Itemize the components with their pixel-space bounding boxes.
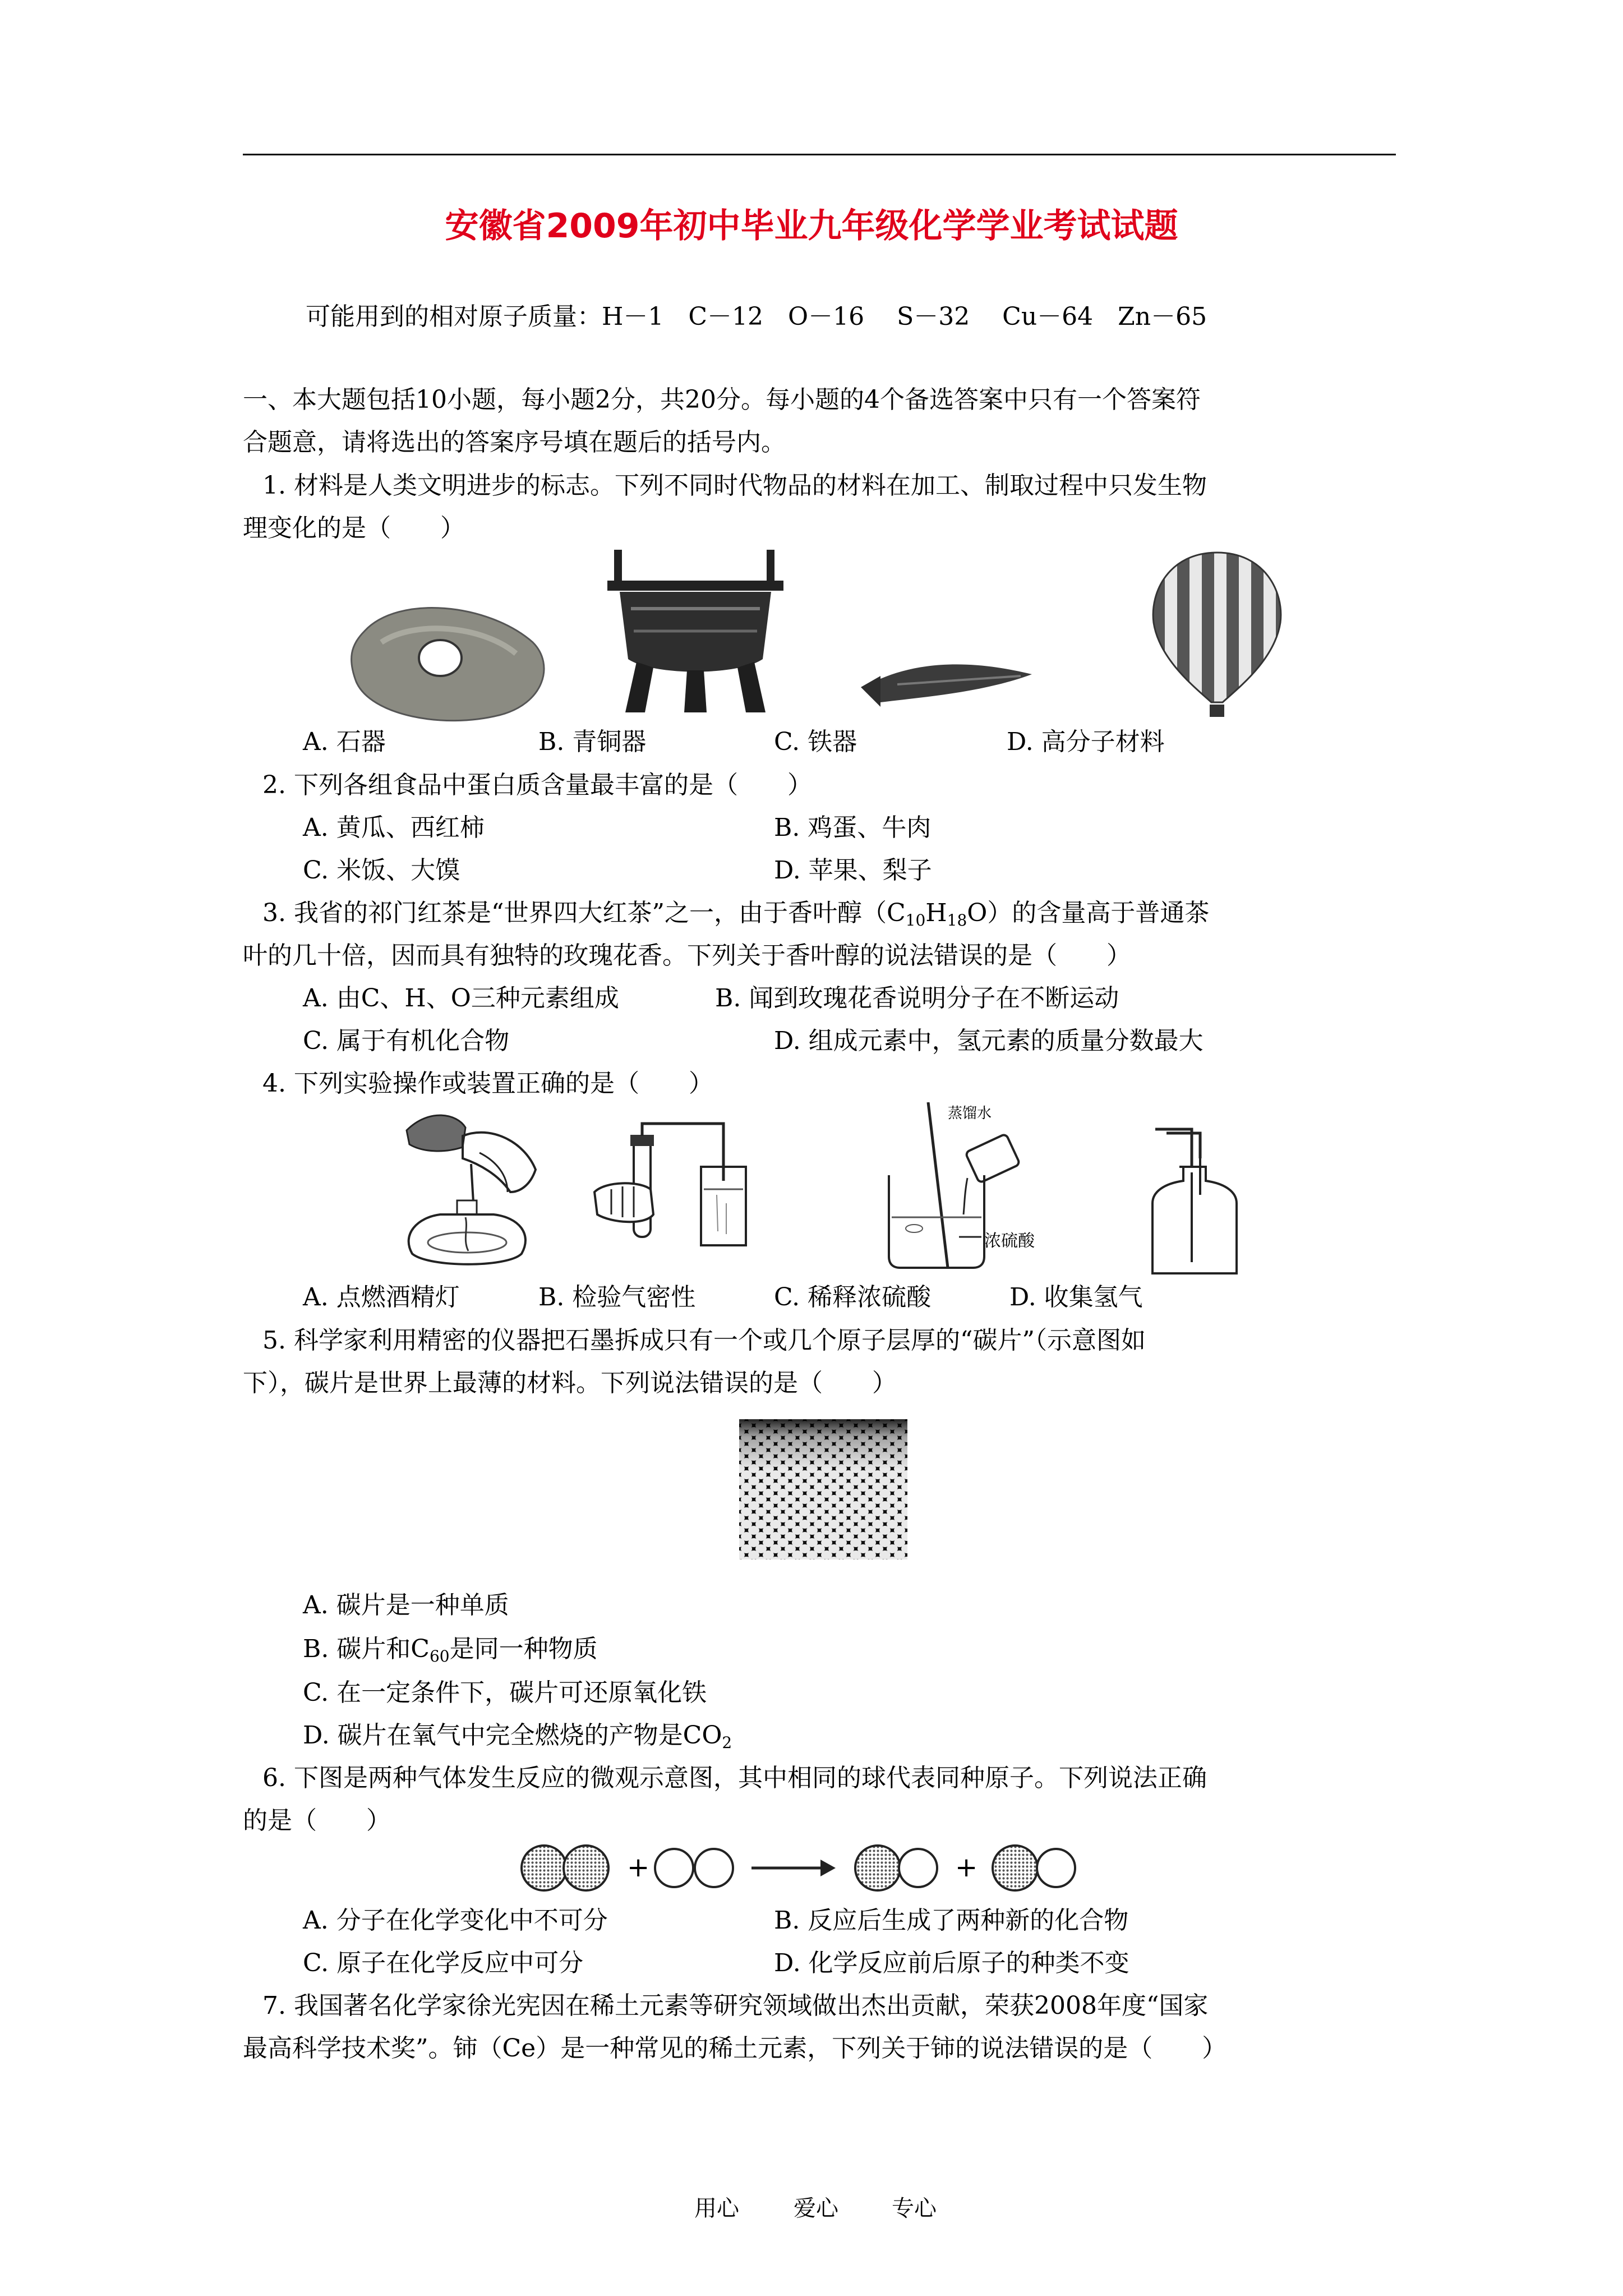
q6-option-d: D. 化学反应前后原子的种类不变 — [774, 1949, 1129, 1977]
q5-b-pre: B. 碳片和C — [303, 1635, 430, 1663]
reactant-molecule-1 — [522, 1846, 608, 1890]
q5-option-d — [303, 1719, 732, 1760]
q7-line2: 最高科学技术奖”。铈（Ce）是一种常见的稀土元素，下列关于铈的说法错误的是（ ） — [243, 2034, 1227, 2063]
q1-option-c: C. 铁器 — [774, 728, 857, 756]
bronze-vessel-image — [603, 547, 788, 715]
q4-stem: 4. 下列实验操作或装置正确的是（ ） — [262, 1069, 713, 1098]
q1-option-d: D. 高分子材料 — [1007, 728, 1165, 756]
q5-d-subscript: 2 — [722, 1733, 732, 1752]
reaction-arrow — [751, 1860, 836, 1876]
header-rule — [243, 154, 1396, 155]
q1-option-b: B. 青铜器 — [538, 728, 647, 756]
alcohol-lamp-image — [395, 1108, 558, 1273]
q7-line1: 7. 我国著名化学家徐光宪因在稀土元素等研究领域做出杰出贡献，荣获2008年度“国家 — [262, 1991, 1209, 2020]
q1-option-a: A. 石器 — [303, 728, 386, 756]
q6-line2: 的是（ ） — [243, 1806, 391, 1835]
q5-option-c: C. 在一定条件下，碳片可还原氧化铁 — [303, 1678, 707, 1707]
q3-hydrogen-symbol: H — [925, 899, 947, 927]
page-title: 安徽省2009年初中毕业九年级化学学业考试试题 — [445, 206, 1178, 246]
q2-option-d: D. 苹果、梨子 — [774, 856, 932, 885]
gas-collection-bottle-image — [1147, 1128, 1242, 1276]
q5-d-pre: D. 碳片在氧气中完全燃烧的产物是CO — [303, 1721, 722, 1750]
molecule-reaction-diagram — [519, 1837, 1124, 1899]
product-molecule-1 — [855, 1846, 937, 1890]
q3-line1-pre: 3. 我省的祁门红茶是“世界四大红茶”之一，由于香叶醇（C — [262, 899, 906, 927]
q4-option-a: A. 点燃酒精灯 — [303, 1283, 460, 1312]
q6-line1: 6. 下图是两种气体发生反应的微观示意图，其中相同的球代表同种原子。下列说法正确 — [262, 1764, 1207, 1792]
q3-option-d: D. 组成元素中，氢元素的质量分数最大 — [774, 1027, 1204, 1055]
q6-option-b: B. 反应后生成了两种新的化合物 — [774, 1906, 1129, 1935]
q5-option-b — [303, 1632, 598, 1673]
q3-subscript-10: 10 — [905, 911, 926, 930]
section1-line1: 一、本大题包括10小题，每小题2分，共20分。每小题的4个备选答案中只有一个答案符 — [243, 385, 1201, 414]
footer-word-3: 专心 — [892, 2196, 937, 2221]
hot-air-balloon-image — [1147, 550, 1287, 721]
atomic-mass-line: 可能用到的相对原子质量：H－1 C－12 O－16 S－32 Cu－64 Zn－65 — [306, 302, 1207, 331]
q2-option-b: B. 鸡蛋、牛肉 — [774, 813, 932, 842]
q3-line1-post: O）的含量高于普通茶 — [967, 899, 1210, 927]
iron-tool-image — [858, 651, 1038, 712]
q5-line1: 5. 科学家利用精密的仪器把石墨拆成只有一个或几个原子层厚的“碳片”（示意图如 — [262, 1326, 1146, 1355]
q2-option-a: A. 黄瓜、西红柿 — [303, 813, 485, 842]
graphene-sheet-image — [739, 1419, 907, 1559]
q3-option-c: C. 属于有机化合物 — [303, 1027, 510, 1055]
q5-b-subscript: 60 — [429, 1647, 450, 1665]
q5-b-post: 是同一种物质 — [449, 1635, 598, 1663]
q6-option-c: C. 原子在化学反应中可分 — [303, 1949, 584, 1977]
q5-option-a: A. 碳片是一种单质 — [303, 1591, 509, 1619]
q4-option-b: B. 检验气密性 — [538, 1283, 696, 1312]
plus-sign-1: + — [627, 1852, 650, 1883]
q6-option-a: A. 分子在化学变化中不可分 — [303, 1906, 608, 1935]
q3-line1 — [262, 896, 1209, 937]
q3-option-a: A. 由C、H、O三种元素组成 — [303, 984, 619, 1013]
airtightness-test-image — [589, 1119, 754, 1279]
label-distilled-water: 蒸馏水 — [948, 1105, 992, 1122]
q1-line2: 理变化的是（ ） — [243, 514, 465, 542]
footer-word-1: 用心 — [694, 2196, 739, 2221]
q3-option-b: B. 闻到玫瑰花香说明分子在不断运动 — [715, 984, 1119, 1013]
label-concentrated-acid: 浓硫酸 — [984, 1231, 1035, 1251]
stone-tool-image — [348, 597, 555, 726]
q2-stem: 2. 下列各组食品中蛋白质含量最丰富的是（ ） — [262, 771, 812, 799]
footer-word-2: 爱心 — [794, 2196, 838, 2221]
q5-line2: 下），碳片是世界上最薄的材料。下列说法错误的是（ ） — [243, 1369, 897, 1397]
section1-line2: 合题意，请将选出的答案序号填在题后的括号内。 — [243, 428, 786, 457]
reactant-molecule-2 — [655, 1849, 733, 1887]
q1-line1: 1. 材料是人类文明进步的标志。下列不同时代物品的材料在加工、制取过程中只发生物 — [262, 471, 1207, 500]
q4-option-d: D. 收集氢气 — [1009, 1283, 1143, 1312]
q2-option-c: C. 米饭、大馍 — [303, 856, 460, 885]
q3-subscript-18: 18 — [947, 911, 967, 930]
q4-option-c: C. 稀释浓硫酸 — [774, 1283, 932, 1312]
product-molecule-2 — [993, 1846, 1075, 1890]
plus-sign-2: + — [955, 1852, 978, 1883]
q3-line2: 叶的几十倍，因而具有独特的玫瑰花香。下列关于香叶醇的说法错误的是（ ） — [243, 941, 1131, 970]
